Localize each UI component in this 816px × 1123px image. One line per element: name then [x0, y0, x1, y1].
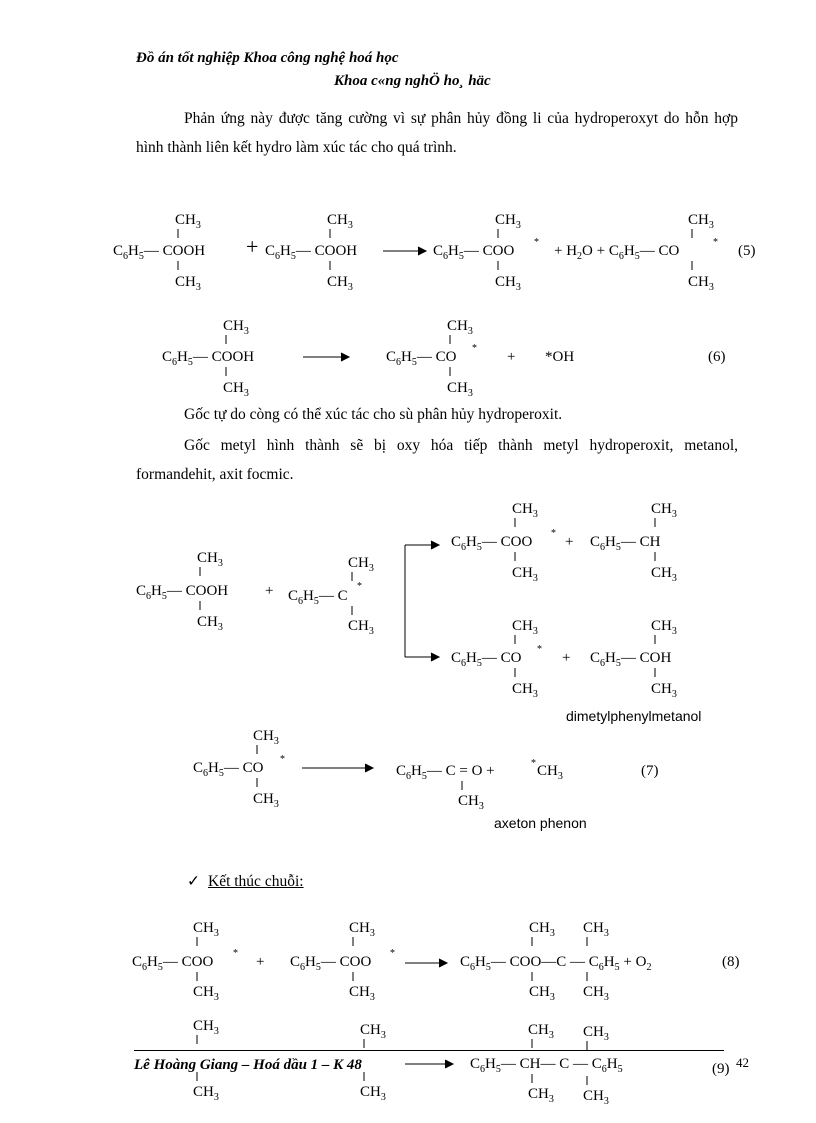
svg-text:CH3: $CH_3$ [495, 274, 521, 293]
eq-7-number: (7) [641, 763, 659, 779]
svg-text:*: * [472, 343, 477, 354]
svg-text:CH3: $CH_3$ [327, 274, 353, 293]
svg-text:C6H5— CO: $C_6H_5—$ CO [386, 349, 457, 368]
svg-text:CH3: $CH_3$ [688, 274, 714, 293]
svg-text:C6H5— COO—C — C6H5 + O2: $C_6H_5—$ COO—C — $C_6H_5 + O_2$ [460, 954, 652, 973]
svg-text:C6H5— COH: $C_6H_5—$ COH [590, 650, 672, 669]
svg-text:CH3: $CH_3$ [512, 681, 538, 700]
svg-text:C6H5— CH: $C_6H_5—$ CH [590, 534, 661, 553]
svg-text:CH3: $CH_3$ [193, 1084, 219, 1103]
caption-axeton-phenon: axeton phenon [494, 815, 587, 831]
svg-text:CH3: $CH_3$ [583, 920, 609, 939]
svg-text:CH3: $CH_3$ [223, 380, 249, 399]
svg-text:CH3: $CH_3$ [193, 984, 219, 1003]
svg-text:C6H5— C: $C_6H_5—$ C [288, 588, 348, 607]
page-number: 42 [736, 1055, 749, 1070]
svg-text:CH3: $CH_3$ [651, 565, 677, 584]
svg-text:CH3: $CH_3$ [528, 1022, 554, 1041]
svg-text:+: + [265, 583, 274, 599]
svg-text:+ H2O + C6H5— CO: + $H_2O$ + $C_6H_5—$ CO [554, 243, 680, 262]
eq-8-number: (8) [722, 954, 740, 970]
svg-text:C6H5— C = O +: $C_6H_5—$ C = O + [396, 763, 495, 782]
eq-5-number: (5) [738, 243, 756, 259]
svg-text:C6H5— COOH: $C_6H_5—$ COOH [113, 243, 206, 262]
svg-text:C6H5— COO: $C_6H_5—$ COO [132, 954, 214, 973]
svg-text:CH3: $CH_3$ [688, 212, 714, 231]
svg-text:*OH: *OH [545, 349, 575, 365]
svg-text:CH3: $CH_3$ [528, 1086, 554, 1105]
svg-text:+: + [246, 234, 259, 259]
svg-text:CH3: $CH_3$ [529, 984, 555, 1003]
svg-text:C6H5— COOH: $C_6H_5—$ COOH [265, 243, 358, 262]
svg-text:+: + [565, 534, 574, 550]
header-line-2: Khoa c«ng nghÖ ho¸ häc [334, 73, 491, 89]
svg-text:CH3: $CH_3$ [223, 318, 249, 337]
svg-text:CH3: $CH_3$ [253, 791, 279, 810]
svg-text:C6H5— COOH: $C_6H_5—$ COOH [162, 349, 255, 368]
svg-text:*: * [537, 644, 542, 655]
svg-text:+: + [256, 954, 265, 970]
svg-text:CH3: $CH_3$ [327, 212, 353, 231]
checkmark-icon: ✓ [187, 873, 200, 890]
svg-text:*: * [534, 237, 539, 248]
svg-text:CH3: $CH_3$ [360, 1022, 386, 1041]
svg-text:CH3: $CH_3$ [193, 920, 219, 939]
svg-text:CH3: $CH_3$ [348, 555, 374, 574]
svg-text:CH3: $CH_3$ [197, 550, 223, 569]
svg-text:CH3: $CH_3$ [495, 212, 521, 231]
svg-text:C6H5— COO: $C_6H_5—$ COO [451, 534, 533, 553]
svg-text:CH3: $CH_3$ [512, 618, 538, 637]
svg-text:CH3: $CH_3$ [349, 920, 375, 939]
svg-text:C6H5— COO: $C_6H_5—$ COO [290, 954, 372, 973]
eq-6-number: (6) [708, 349, 726, 365]
svg-text:CH3: $CH_3$ [447, 380, 473, 399]
svg-text:CH3: $CH_3$ [583, 1088, 609, 1107]
svg-text:CH3: $CH_3$ [651, 681, 677, 700]
footer-author: Lê Hoàng Giang – Hoá dầu 1 – K 48 [134, 1057, 362, 1073]
svg-text:*: * [280, 754, 285, 765]
svg-text:CH3: $CH_3$ [175, 274, 201, 293]
svg-text:*: * [713, 237, 718, 248]
svg-text:CH3: $CH_3$ [197, 614, 223, 633]
svg-text:CH3: $CH_3$ [349, 984, 375, 1003]
caption-dimetylphenylmetanol: dimetylphenylmetanol [566, 708, 702, 724]
svg-text:*: * [233, 948, 238, 959]
header-line-1: Đồ án tốt nghiệp Khoa công nghệ hoá học [136, 50, 399, 66]
svg-text:CH3: $CH_3$ [583, 1024, 609, 1043]
svg-text:*: * [390, 948, 395, 959]
svg-text:*: * [357, 581, 362, 592]
paragraph-1: Phản ứng này được tăng cường vì sự phân hủy đồng li của hydroperoxyt do hỗn hợp hình thành liên kết hydro làm xúc tác cho quá trình. [136, 110, 738, 156]
svg-text:CH3: $CH_3$ [651, 618, 677, 637]
svg-text:CH3: $CH_3$ [512, 501, 538, 520]
svg-text:CH3: $CH_3$ [458, 793, 484, 812]
eq-9-number: (9) [712, 1061, 730, 1077]
svg-text:C6H5— COO: $C_6H_5—$ COO [433, 243, 515, 262]
svg-text:C6H5— CH— C — C6H5: $C_6H_5—$ CH— C — $C_6H_5$ [470, 1056, 623, 1075]
section-title: Kết thúc chuỗi: [208, 873, 304, 890]
svg-text:CH3: $CH_3$ [583, 984, 609, 1003]
svg-text:+: + [562, 650, 571, 666]
svg-text:C6H5— CO: $C_6H_5—$ CO [193, 760, 264, 779]
svg-text:C6H5— CO: $C_6H_5—$ CO [451, 650, 522, 669]
svg-text:+: + [507, 349, 516, 365]
paragraph-3: Gốc metyl hình thành sẽ bị oxy hóa tiếp thành metyl hydroperoxit, metanol, formandehit, axit focmic. [136, 437, 738, 483]
footer-divider [134, 1050, 724, 1051]
ch3-label: $CH_3$ [175, 212, 201, 231]
svg-text:CH3: $CH_3$ [193, 1018, 219, 1037]
svg-text:CH3: $CH_3$ [348, 618, 374, 637]
svg-text:CH3: $CH_3$ [447, 318, 473, 337]
svg-text:CH3: $CH_3$ [651, 501, 677, 520]
svg-text:C6H5— COOH: $C_6H_5—$ COOH [136, 583, 229, 602]
svg-text:CH3: $CH_3$ [253, 728, 279, 747]
svg-text:CH3: $CH_3$ [529, 920, 555, 939]
svg-text:*: * [531, 758, 536, 769]
svg-text:CH3: $CH_3$ [537, 763, 563, 782]
svg-text:*: * [551, 528, 556, 539]
paragraph-2: Gốc tự do còng có thể xúc tác cho sù phân hủy hydroperoxit. [184, 406, 563, 423]
svg-text:CH3: $CH_3$ [512, 565, 538, 584]
svg-text:CH3: $CH_3$ [360, 1084, 386, 1103]
